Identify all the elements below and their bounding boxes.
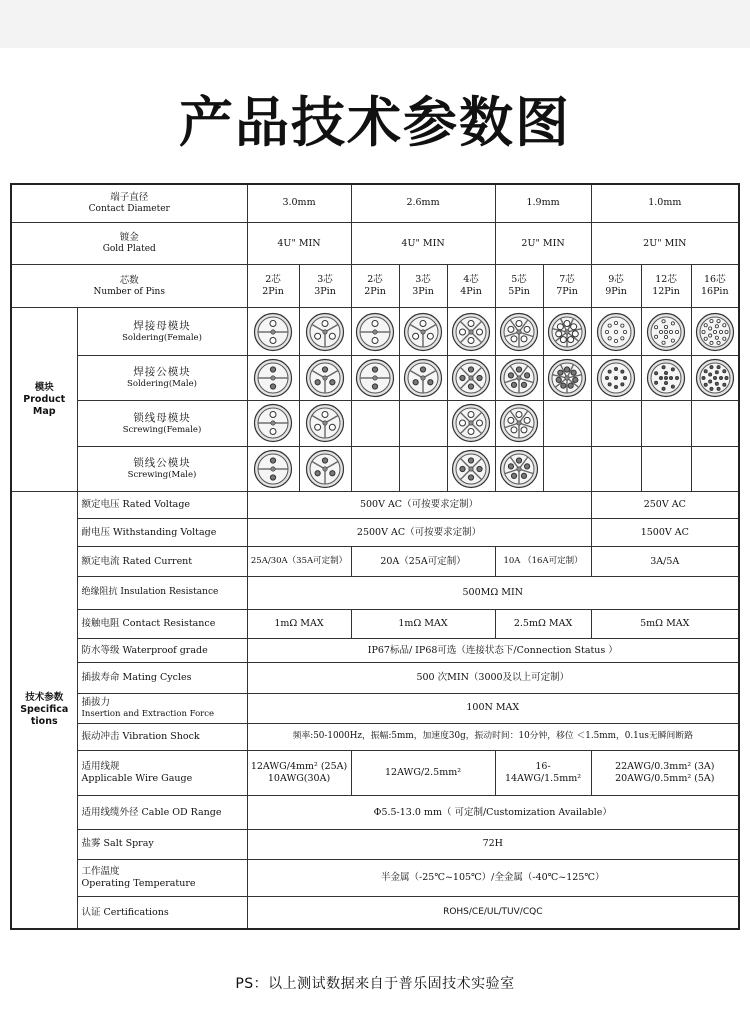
footer-note: PS：以上测试数据来自于普乐固技术实验室	[235, 976, 515, 992]
spec-value: Φ5.5-13.0 mm（ 可定制/Customization Available）	[247, 796, 739, 829]
spec-value: 10A （16A可定制）	[495, 547, 591, 576]
connector-face-image	[495, 446, 543, 491]
row-rated-voltage	[11, 491, 739, 518]
row-contact-resistance	[11, 609, 739, 638]
connector-face-image	[495, 401, 543, 446]
empty-cell	[399, 446, 447, 491]
pin-count: 2芯 2Pin	[247, 265, 299, 308]
module-name: 焊接公模块 Soldering(Male)	[77, 355, 247, 400]
spec-value: 12AWG/4mm² (25A) 10AWG(30A)	[247, 750, 351, 795]
connector-face-icon	[596, 358, 636, 398]
empty-cell	[543, 446, 591, 491]
spec-value: 100N MAX	[247, 693, 739, 723]
row-certifications	[11, 897, 739, 929]
connector-face-icon	[305, 358, 345, 398]
connector-face-image	[447, 308, 495, 355]
connector-face-icon	[305, 449, 345, 489]
spec-value: ROHS/CE/UL/TUV/CQC	[247, 897, 739, 929]
spec-value: 5mΩ MAX	[591, 609, 739, 638]
spec-label: 绝缘阻抗 Insulation Resistance	[77, 576, 247, 609]
connector-face-icon	[499, 358, 539, 398]
module-map-group-label: 模块 Product Map	[11, 308, 77, 491]
spec-label: 接触电阻 Contact Resistance	[77, 609, 247, 638]
row-vibration	[11, 723, 739, 750]
empty-cell	[351, 446, 399, 491]
top-banner	[0, 0, 750, 48]
spec-value: 1500V AC	[591, 519, 739, 547]
row-salt-spray	[11, 829, 739, 859]
module-name: 焊接母模块 Soldering(Female)	[77, 308, 247, 355]
spec-label: 适用线规 Applicable Wire Gauge	[77, 750, 247, 795]
connector-face-icon	[253, 312, 293, 352]
empty-cell	[399, 401, 447, 446]
connector-face-image	[299, 401, 351, 446]
spec-label: 防水等级 Waterproof grade	[77, 639, 247, 663]
specifications-group-label: 技术参数 Specifica tions	[11, 491, 77, 929]
connector-face-image	[641, 355, 691, 400]
spec-label: 盐雾 Salt Spray	[77, 829, 247, 859]
empty-cell	[691, 446, 739, 491]
connector-face-icon	[253, 449, 293, 489]
row-insertion-force	[11, 693, 739, 723]
module-name: 锁线公模块 Screwing(Male)	[77, 446, 247, 491]
pin-count: 16芯 16Pin	[691, 265, 739, 308]
connector-face-image	[299, 446, 351, 491]
connector-face-image	[351, 355, 399, 400]
row-operating-temp	[11, 859, 739, 896]
connector-face-icon	[253, 403, 293, 443]
connector-face-image	[691, 355, 739, 400]
gold-plated-label: 镀金 Gold Plated	[11, 222, 247, 264]
connector-face-image	[247, 446, 299, 491]
pin-count: 2芯 2Pin	[351, 265, 399, 308]
connector-face-icon	[403, 358, 443, 398]
row-module-soldering-female	[11, 308, 739, 355]
row-waterproof	[11, 639, 739, 663]
row-mating-cycles	[11, 663, 739, 693]
empty-cell	[641, 401, 691, 446]
connector-face-image	[447, 355, 495, 400]
diameter-value: 3.0mm	[247, 184, 351, 222]
pin-count: 3芯 3Pin	[399, 265, 447, 308]
spec-label: 振动冲击 Vibration Shock	[77, 723, 247, 750]
spec-label: 认证 Certifications	[77, 897, 247, 929]
connector-face-icon	[646, 312, 686, 352]
empty-cell	[543, 401, 591, 446]
connector-face-image	[691, 308, 739, 355]
spec-value: 500 次MIN（3000及以上可定制）	[247, 663, 739, 693]
module-name: 锁线母模块 Screwing(Female)	[77, 401, 247, 446]
row-wire-gauge	[11, 750, 739, 795]
spec-value: 12AWG/2.5mm²	[351, 750, 495, 795]
connector-face-image	[399, 355, 447, 400]
row-number-of-pins	[11, 265, 739, 308]
spec-value: 250V AC	[591, 491, 739, 518]
connector-face-image	[247, 355, 299, 400]
spec-label: 额定电流 Rated Current	[77, 547, 247, 576]
spec-value: 2.5mΩ MAX	[495, 609, 591, 638]
spec-value: 2500V AC（可按要求定制）	[247, 519, 591, 547]
connector-face-icon	[451, 403, 491, 443]
spec-value: 16-14AWG/1.5mm²	[495, 750, 591, 795]
pin-count: 7芯 7Pin	[543, 265, 591, 308]
gold-value: 2U" MIN	[495, 222, 591, 264]
spec-label: 工作温度 Operating Temperature	[77, 859, 247, 896]
spec-label: 插拔力 Insertion and Extraction Force	[77, 693, 247, 723]
row-module-soldering-male	[11, 355, 739, 400]
connector-face-icon	[695, 358, 735, 398]
row-insulation-resistance	[11, 576, 739, 609]
spec-value: 半金属（-25℃~105℃）/全金属（-40℃~125℃）	[247, 859, 739, 896]
empty-cell	[691, 401, 739, 446]
spec-value: IP67标品/ IP68可选（连接状态下/Connection Status ）	[247, 639, 739, 663]
diameter-value: 2.6mm	[351, 184, 495, 222]
connector-face-image	[299, 308, 351, 355]
pin-count: 12芯 12Pin	[641, 265, 691, 308]
connector-face-icon	[695, 312, 735, 352]
spec-value: 500MΩ MIN	[247, 576, 739, 609]
connector-face-icon	[547, 358, 587, 398]
connector-face-icon	[499, 449, 539, 489]
row-withstanding-voltage	[11, 519, 739, 547]
connector-face-image	[495, 355, 543, 400]
spec-value: 1mΩ MAX	[351, 609, 495, 638]
spec-label: 额定电压 Rated Voltage	[77, 491, 247, 518]
spec-value: 频率:50-1000Hz，振幅:5mm，加速度30g，振动时间：10分钟，移位 ＜1.5mm，0.1us无瞬间断路	[247, 723, 739, 750]
connector-face-image	[447, 401, 495, 446]
pins-label: 芯数 Number of Pins	[11, 265, 247, 308]
spec-value: 72H	[247, 829, 739, 859]
connector-face-icon	[646, 358, 686, 398]
gold-value: 2U" MIN	[591, 222, 739, 264]
row-cable-od	[11, 796, 739, 829]
connector-face-icon	[547, 312, 587, 352]
connector-face-icon	[451, 358, 491, 398]
spec-label: 适用线缆外径 Cable OD Range	[77, 796, 247, 829]
empty-cell	[591, 446, 641, 491]
contact-diameter-label: 端子直径 Contact Diameter	[11, 184, 247, 222]
empty-cell	[591, 401, 641, 446]
spec-value: 3A/5A	[591, 547, 739, 576]
spec-label: 插拔寿命 Mating Cycles	[77, 663, 247, 693]
pin-count: 9芯 9Pin	[591, 265, 641, 308]
pin-count: 4芯 4Pin	[447, 265, 495, 308]
diameter-value: 1.9mm	[495, 184, 591, 222]
connector-face-image	[543, 308, 591, 355]
spec-label: 耐电压 Withstanding Voltage	[77, 519, 247, 547]
connector-face-icon	[451, 312, 491, 352]
connector-face-image	[543, 355, 591, 400]
spec-table	[10, 183, 740, 930]
connector-face-icon	[355, 358, 395, 398]
connector-face-image	[591, 308, 641, 355]
connector-face-icon	[499, 312, 539, 352]
connector-face-image	[399, 308, 447, 355]
connector-face-icon	[305, 312, 345, 352]
empty-cell	[351, 401, 399, 446]
connector-face-image	[641, 308, 691, 355]
empty-cell	[641, 446, 691, 491]
connector-face-icon	[596, 312, 636, 352]
spec-value: 25A/30A（35A可定制）	[247, 547, 351, 576]
connector-face-icon	[451, 449, 491, 489]
row-rated-current	[11, 547, 739, 576]
connector-face-icon	[355, 312, 395, 352]
connector-face-image	[495, 308, 543, 355]
connector-face-image	[299, 355, 351, 400]
connector-face-image	[591, 355, 641, 400]
pin-count: 5芯 5Pin	[495, 265, 543, 308]
spec-value: 1mΩ MAX	[247, 609, 351, 638]
connector-face-icon	[305, 403, 345, 443]
connector-face-icon	[253, 358, 293, 398]
spec-value: 500V AC（可按要求定制）	[247, 491, 591, 518]
row-contact-diameter	[11, 184, 739, 222]
diameter-value: 1.0mm	[591, 184, 739, 222]
row-module-screwing-male	[11, 446, 739, 491]
row-module-screwing-female	[11, 401, 739, 446]
connector-face-image	[247, 401, 299, 446]
connector-face-icon	[499, 403, 539, 443]
spec-value: 20A（25A可定制）	[351, 547, 495, 576]
connector-face-image	[247, 308, 299, 355]
connector-face-icon	[403, 312, 443, 352]
connector-face-image	[447, 446, 495, 491]
page-title: 产品技术参数图	[179, 91, 571, 154]
gold-value: 4U" MIN	[351, 222, 495, 264]
spec-value: 22AWG/0.3mm² (3A) 20AWG/0.5mm² (5A)	[591, 750, 739, 795]
pin-count: 3芯 3Pin	[299, 265, 351, 308]
gold-value: 4U" MIN	[247, 222, 351, 264]
row-gold-plated	[11, 222, 739, 264]
connector-face-image	[351, 308, 399, 355]
